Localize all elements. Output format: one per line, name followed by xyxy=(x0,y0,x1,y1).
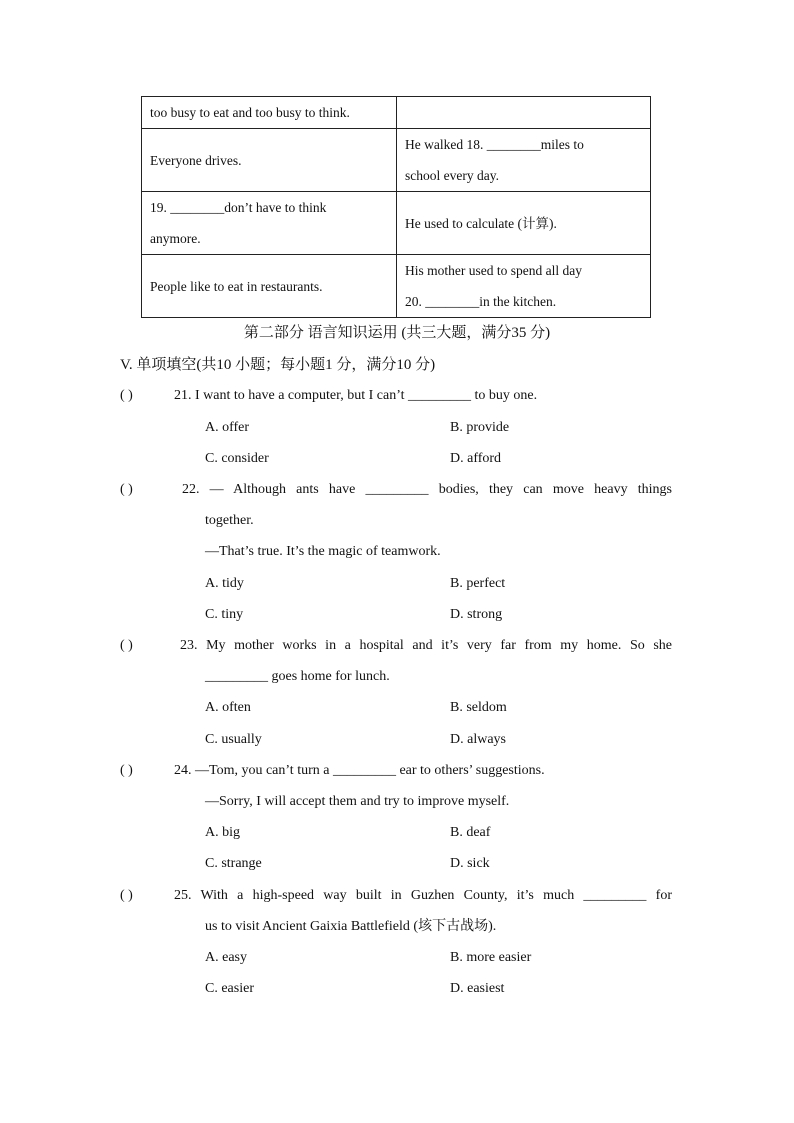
table-row xyxy=(142,97,651,129)
cell-line: People like to eat in restaurants. xyxy=(150,278,323,294)
part-title: V. 单项填空(共10 小题；每小题1 分，满分10 分) xyxy=(120,357,436,373)
option-b: B. seldom xyxy=(450,700,507,715)
option-c: C. usually xyxy=(205,732,262,747)
question-continuation: _________ goes home for lunch. xyxy=(205,669,390,684)
option-d: D. easiest xyxy=(450,981,505,996)
option-a: A. easy xyxy=(205,950,247,965)
option-d: D. sick xyxy=(450,856,490,871)
question-stem: 22. — Although ants have _________ bodies, they can move heavy things xyxy=(182,482,672,497)
cell-line: 19. ________don’t have to think xyxy=(150,200,327,215)
table-cell xyxy=(142,192,397,255)
option-b: B. more easier xyxy=(450,950,532,965)
cell-line: school every day. xyxy=(405,168,499,183)
answer-paren: ( ) xyxy=(120,482,133,497)
option-c: C. tiny xyxy=(205,607,244,622)
option-c: C. consider xyxy=(205,451,269,466)
table-cell xyxy=(142,255,397,318)
cell-line: anymore. xyxy=(150,231,201,246)
cell-line: He used to calculate (计算). xyxy=(405,215,557,231)
answer-paren: ( ) xyxy=(120,638,133,653)
cell-line: 20. ________in the kitchen. xyxy=(405,294,557,309)
option-d: D. strong xyxy=(450,607,503,622)
table-cell xyxy=(142,97,397,129)
table-cell xyxy=(397,255,651,318)
table-row xyxy=(142,255,651,318)
option-a: A. often xyxy=(205,700,251,715)
question-continuation: —Sorry, I will accept them and try to improve myself. xyxy=(205,794,510,809)
option-a: A. offer xyxy=(205,420,250,435)
question-stem: 23. My mother works in a hospital and it’s very far from my home. So she xyxy=(180,638,672,653)
question-continuation: together. xyxy=(205,513,254,528)
option-a: A. tidy xyxy=(205,576,244,591)
answer-paren: ( ) xyxy=(120,888,133,903)
exercise-table xyxy=(141,96,651,318)
table-cell xyxy=(397,192,651,255)
option-d: D. afford xyxy=(450,451,502,466)
table-cell xyxy=(397,129,651,192)
cell-line: He walked 18. ________miles to xyxy=(405,137,584,152)
option-c: C. easier xyxy=(205,981,254,996)
cell-line: too busy to eat and too busy to think. xyxy=(150,105,350,120)
question-stem: 24. —Tom, you can’t turn a _________ ear to others’ suggestions. xyxy=(174,763,545,778)
option-a: A. big xyxy=(205,825,240,840)
table-row xyxy=(142,129,651,192)
question-continuation: —That’s true. It’s the magic of teamwork. xyxy=(205,544,441,559)
answer-paren: ( ) xyxy=(120,388,133,403)
option-b: B. deaf xyxy=(450,825,491,840)
option-b: B. provide xyxy=(450,420,510,435)
option-b: B. perfect xyxy=(450,576,506,591)
question-continuation: us to visit Ancient Gaixia Battlefield (垓下古战场). xyxy=(205,919,497,934)
table-cell xyxy=(397,97,651,129)
cell-line: His mother used to spend all day xyxy=(405,263,582,278)
table-row xyxy=(142,192,651,255)
question-stem: 25. With a high-speed way built in Guzhen County, it’s much _________ for xyxy=(174,888,672,903)
option-d: D. always xyxy=(450,732,506,747)
cell-line: Everyone drives. xyxy=(150,152,242,168)
question-stem: 21. I want to have a computer, but I can’t _________ to buy one. xyxy=(174,388,538,403)
option-c: C. strange xyxy=(205,856,262,871)
section-title: 第二部分 语言知识运用 (共三大题，满分35 分) xyxy=(243,325,551,341)
table-cell xyxy=(142,129,397,192)
answer-paren: ( ) xyxy=(120,763,133,778)
